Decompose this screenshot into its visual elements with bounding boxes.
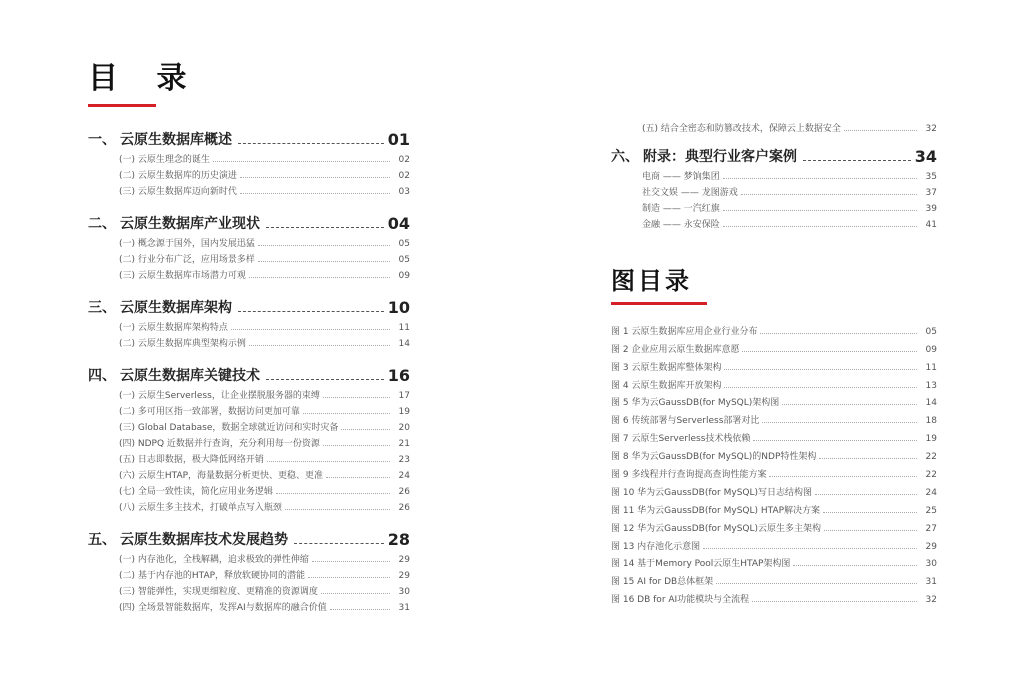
toc-section-heading[interactable]: 四、 云原生数据库关键技术 16 xyxy=(88,366,410,385)
toc-title-underline xyxy=(88,104,156,107)
toc-item[interactable]: 电商 —— 梦饷集团 35 xyxy=(642,172,937,182)
toc-item[interactable]: 制造 —— 一汽红旗 39 xyxy=(642,204,937,214)
toc-item[interactable]: (三) 云原生数据库迈向新时代 03 xyxy=(119,187,410,197)
toc-item[interactable]: (七) 全局一致性读，简化应用业务逻辑 26 xyxy=(119,487,410,497)
figure-item[interactable]: 图 7 云原生Serverless技术栈依赖 19 xyxy=(611,434,937,445)
toc-item[interactable]: (五) 结合全密态和防篡改技术，保障云上数据安全 32 xyxy=(642,124,937,134)
toc-item[interactable]: (六) 云原生HTAP，海量数据分析更快、更稳、更准 24 xyxy=(119,471,410,481)
toc-section xyxy=(88,129,410,197)
figure-item[interactable]: 图 3 云原生数据库整体架构 11 xyxy=(611,362,937,373)
toc-section xyxy=(88,297,410,349)
toc-sections xyxy=(88,129,410,613)
toc-item[interactable]: (四) 全场景智能数据库，发挥AI与数据库的融合价值 31 xyxy=(119,603,410,613)
toc-item[interactable]: (一) 内存池化，全栈解耦，追求极致的弹性伸缩 29 xyxy=(119,555,410,565)
toc-section-heading[interactable]: 三、 云原生数据库架构 10 xyxy=(88,298,410,317)
toc-section xyxy=(88,365,410,513)
toc-section-heading[interactable]: 六、 附录：典型行业客户案例 34 xyxy=(611,147,937,166)
figure-item[interactable]: 图 11 华为云GaussDB(for MySQL) HTAP解决方案 25 xyxy=(611,505,937,516)
toc-section-heading[interactable]: 五、 云原生数据库技术发展趋势 28 xyxy=(88,530,410,549)
toc-item[interactable]: (二) 云原生数据库典型架构示例 14 xyxy=(119,339,410,349)
toc-item[interactable]: (一) 云原生Serverless，让企业摆脱服务器的束缚 17 xyxy=(119,391,410,401)
toc-item[interactable]: (八) 云原生多主技术，打破单点写入瓶颈 26 xyxy=(119,503,410,513)
toc-item[interactable]: (四) NDPQ 近数据并行查询，充分利用每一份资源 21 xyxy=(119,439,410,449)
toc-title: 目 录 xyxy=(88,61,201,96)
toc-item[interactable]: (三) 云原生数据库市场潜力可观 09 xyxy=(119,271,410,281)
figure-item[interactable]: 图 5 华为云GaussDB(for MySQL)架构图 14 xyxy=(611,398,937,409)
figure-item[interactable]: 图 12 华为云GaussDB(for MySQL)云原生多主架构 27 xyxy=(611,523,937,534)
figure-item[interactable]: 图 2 企业应用云原生数据库意愿 09 xyxy=(611,344,937,355)
figure-item[interactable]: 图 16 DB for AI功能模块与全流程 32 xyxy=(611,595,937,606)
toc-item[interactable]: 社交文娱 —— 龙图游戏 37 xyxy=(642,188,937,198)
figure-index-title: 图目录 xyxy=(611,267,692,295)
toc-section-appendix xyxy=(611,146,937,230)
figure-item[interactable]: 图 15 AI for DB总体框架 31 xyxy=(611,577,937,588)
toc-section xyxy=(88,213,410,281)
toc-item[interactable]: (二) 云原生数据库的历史演进 02 xyxy=(119,171,410,181)
toc-left-column xyxy=(88,60,410,613)
figure-item[interactable]: 图 1 云原生数据库应用企业行业分布 05 xyxy=(611,326,937,337)
toc-section-heading[interactable]: 一、 云原生数据库概述 01 xyxy=(88,130,410,149)
toc-section-heading[interactable]: 二、 云原生数据库产业现状 04 xyxy=(88,214,410,233)
figure-index xyxy=(611,266,937,605)
toc-item[interactable]: (五) 日志即数据，极大降低网络开销 23 xyxy=(119,455,410,465)
toc-item[interactable]: 金融 —— 永安保险 41 xyxy=(642,220,937,230)
toc-item[interactable]: (一) 概念源于国外，国内发展迅猛 05 xyxy=(119,239,410,249)
toc-item[interactable]: (一) 云原生数据库架构特点 11 xyxy=(119,323,410,333)
toc-item[interactable]: (二) 多可用区指一致部署，数据访问更加可靠 19 xyxy=(119,407,410,417)
figure-item[interactable]: 图 14 基于Memory Pool云原生HTAP架构图 30 xyxy=(611,559,937,570)
figure-item[interactable]: 图 9 多线程并行查询提高查询性能方案 22 xyxy=(611,470,937,481)
toc-item[interactable]: (二) 基于内存池的HTAP，释放软硬协同的潜能 29 xyxy=(119,571,410,581)
toc-item[interactable]: (一) 云原生理念的诞生 02 xyxy=(119,155,410,165)
figure-item[interactable]: 图 10 华为云GaussDB(for MySQL)写日志结构图 24 xyxy=(611,487,937,498)
figure-item[interactable]: 图 6 传统部署与Serverless部署对比 18 xyxy=(611,416,937,427)
toc-item[interactable]: (三) 智能弹性，实现更细粒度、更精准的资源调度 30 xyxy=(119,587,410,597)
figure-item[interactable]: 图 13 内存池化示意图 29 xyxy=(611,541,937,552)
toc-item[interactable]: (三) Global Database，数据全球就近访问和实时灾备 20 xyxy=(119,423,410,433)
figure-item[interactable]: 图 4 云原生数据库开放架构 13 xyxy=(611,380,937,391)
toc-right-column xyxy=(611,118,937,605)
toc-section xyxy=(88,529,410,613)
figure-index-underline xyxy=(611,302,707,305)
figure-item[interactable]: 图 8 华为云GaussDB(for MySQL)的NDP特性架构 22 xyxy=(611,452,937,463)
toc-item[interactable]: (二) 行业分布广泛，应用场景多样 05 xyxy=(119,255,410,265)
